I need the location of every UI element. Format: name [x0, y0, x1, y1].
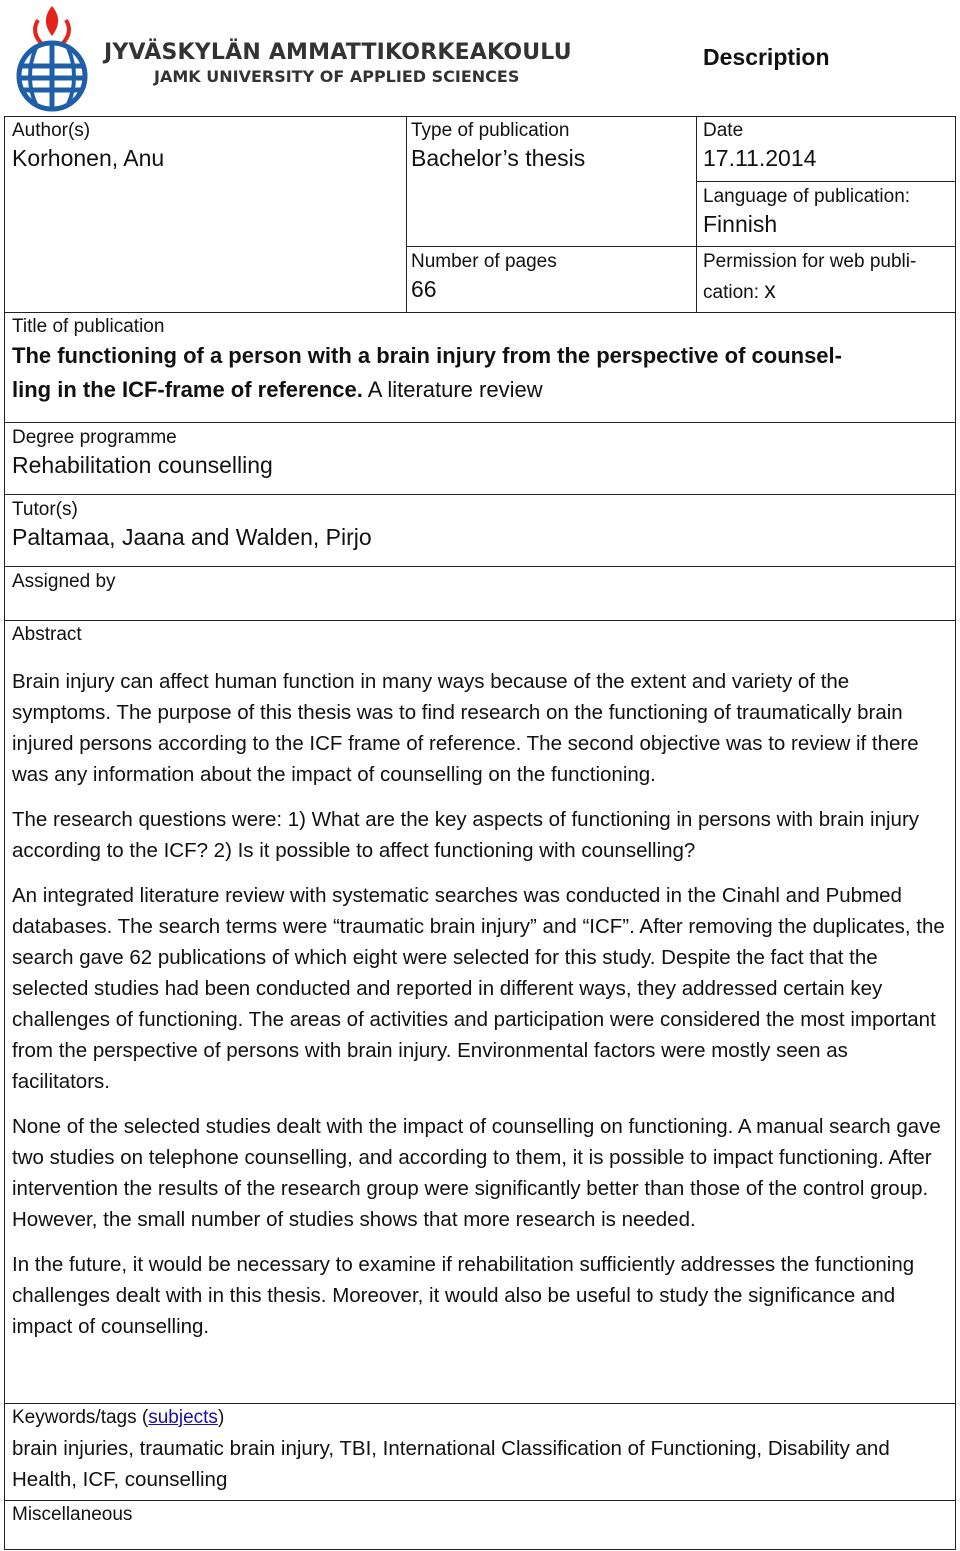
divider [5, 312, 955, 313]
publication-type-cell [411, 119, 695, 173]
divider [406, 246, 955, 247]
degree-label: Degree programme [12, 427, 177, 448]
keywords-cell [12, 1406, 950, 1495]
title-line2: ling in the ICF-frame of reference. [12, 377, 363, 402]
divider [5, 494, 955, 495]
title-subtitle: A literature review [362, 377, 543, 402]
divider [5, 566, 955, 567]
keywords-label-suffix: ) [217, 1407, 225, 1428]
university-logo-text [104, 40, 572, 86]
language-value: Finnish [703, 211, 778, 237]
publication-type-label: Type of publication [411, 120, 570, 141]
publication-type-value: Bachelor’s thesis [411, 145, 586, 171]
author-value: Korhonen, Anu [12, 145, 165, 171]
publication-title [12, 339, 952, 407]
abstract-paragraph: The research questions were: 1) What are the key aspects of functioning in persons with brain injury according to the ICF? 2) Is it possible to affect functioning with counselling? [12, 808, 920, 862]
date-label: Date [703, 120, 744, 141]
divider [5, 1500, 955, 1501]
abstract-paragraph: In the future, it would be necessary to examine if rehabilitation sufficiently addresses the functioning challenges dealt with in this thesis. Moreover, it would also be useful to study the significance and impact of counselling. [12, 1253, 915, 1338]
divider [696, 181, 955, 182]
pages-value: 66 [411, 276, 437, 302]
title-line1: The functioning of a person with a brain injury from the perspective of counsel- [12, 343, 842, 368]
title-label: Title of publication [12, 316, 165, 337]
tutors-value: Paltamaa, Jaana and Walden, Pirjo [12, 524, 372, 550]
date-value: 17.11.2014 [703, 145, 817, 171]
tutors-label: Tutor(s) [12, 499, 78, 520]
divider [696, 117, 697, 312]
permission-value: x [764, 277, 776, 303]
divider [5, 620, 955, 621]
university-logo-icon [8, 4, 96, 112]
permission-label-text: cation: [703, 282, 759, 303]
tutors-cell [12, 498, 952, 552]
keywords-value: brain injuries, traumatic brain injury, TBI, International Classification of Functioning, Disability and Health, ICF, counselling [12, 1437, 890, 1491]
language-label: Language of publication: [703, 186, 911, 207]
author-label: Author(s) [12, 120, 91, 141]
permission-cell [703, 250, 953, 309]
pages-cell [411, 250, 695, 304]
degree-value: Rehabilitation counselling [12, 452, 273, 478]
logo-name: JYVÄSKYLÄN AMMATTIKORKEAKOULU [104, 40, 572, 65]
abstract-paragraph: None of the selected studies dealt with the impact of counselling on functioning. A manual search gave two studies on telephone counselling, and according to them, it is possible to impact functioning. After intervention the results of the research group were significantly better than those of the control group. However, the small number of studies shows that more research is needed. [12, 1115, 941, 1231]
keywords-label [12, 1406, 950, 1430]
abstract-cell [12, 623, 950, 1356]
misc-cell [12, 1503, 950, 1527]
permission-label-line2 [703, 274, 953, 309]
title-cell [12, 315, 952, 407]
date-cell [703, 119, 953, 173]
divider [5, 422, 955, 423]
logo-subtitle: JAMK UNIVERSITY OF APPLIED SCIENCES [154, 67, 520, 86]
pages-label: Number of pages [411, 251, 557, 272]
permission-label-line1: Permission for web publi- [703, 251, 917, 272]
divider [5, 1403, 955, 1404]
divider [406, 117, 407, 312]
assigned-label: Assigned by [12, 571, 116, 592]
keywords-label-prefix: Keywords/tags ( [12, 1407, 149, 1428]
subjects-link[interactable]: subjects [148, 1407, 218, 1428]
document-type-title: Description [703, 44, 830, 70]
assigned-cell [12, 570, 952, 594]
misc-label: Miscellaneous [12, 1504, 133, 1525]
description-form [4, 116, 956, 1550]
language-cell [703, 185, 953, 239]
abstract-paragraph: An integrated literature review with systematic searches was conducted in the Cinahl and Pubmed databases. The search terms were “traumatic brain injury” and “ICF”. After removing the duplicates, the search gave 62 publications of which eight were selected for this study. Despite the fact that the selected studies had been conducted and reported in different ways, they addressed certain key challenges of functioning. The areas of activities and participation were considered the most important from the perspective of persons with brain injury. Environmental factors were mostly seen as facilitators. [12, 884, 945, 1093]
degree-cell [12, 426, 952, 480]
abstract-paragraph: Brain injury can affect human function in many ways because of the extent and variety of the symptoms. The purpose of this thesis was to find research on the functioning of traumatically brain injured persons according to the ICF frame of reference. The second objective was to review if there was any information about the impact of counselling on the functioning. [12, 670, 919, 786]
abstract-label: Abstract [12, 624, 82, 645]
page-header [0, 0, 960, 116]
author-cell [12, 119, 402, 173]
